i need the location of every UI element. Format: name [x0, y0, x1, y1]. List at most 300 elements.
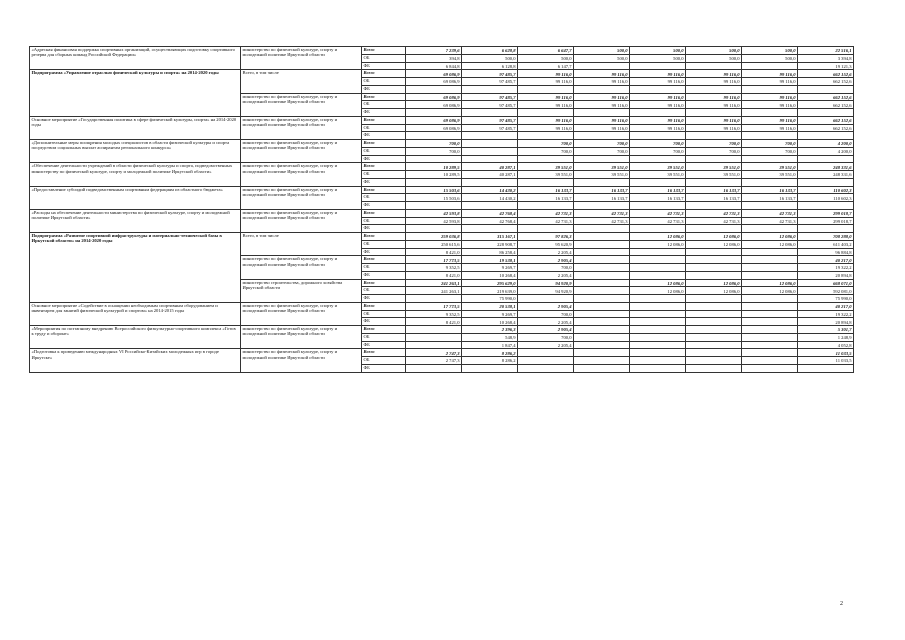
funding-source-cell: Всего — [362, 279, 406, 287]
executor-cell: министерство по физической культуре, спорту и молодежной политике Иркутской области — [241, 93, 362, 116]
year-value-cell — [630, 295, 686, 303]
year-value-cell: 16 133,7 — [574, 186, 630, 194]
year-value-cell: 700,0 — [518, 310, 574, 318]
year-value-cell: 500,0 — [742, 54, 798, 62]
total-value-cell: 40 217,0 — [798, 302, 854, 310]
year-value-cell — [742, 310, 798, 318]
year-value-cell: 97 485,7 — [462, 116, 518, 124]
year-value-cell: 39 551,0 — [518, 171, 574, 179]
year-value-cell: 39 551,0 — [518, 163, 574, 171]
year-value-cell — [518, 357, 574, 365]
activity-name-cell: «Предоставление субсидий подведомственным спортивным федерациям из областного бюджета» — [30, 186, 241, 209]
year-value-cell — [742, 364, 798, 372]
year-value-cell — [574, 318, 630, 326]
year-value-cell: 99 116,0 — [742, 78, 798, 86]
year-value-cell — [574, 357, 630, 365]
year-value-cell: 94 920,9 — [518, 287, 574, 295]
total-value-cell: 662 152,6 — [798, 101, 854, 109]
year-value-cell — [630, 326, 686, 334]
year-value-cell — [686, 132, 742, 140]
year-value-cell — [630, 132, 686, 140]
total-value-cell: 20 894,8 — [798, 271, 854, 279]
year-value-cell — [630, 341, 686, 349]
year-value-cell — [574, 109, 630, 117]
year-value-cell: 6 147,7 — [518, 62, 574, 70]
total-value-cell — [798, 364, 854, 372]
year-value-cell: 12 086,0 — [686, 279, 742, 287]
year-value-cell: 69 086,9 — [406, 93, 462, 101]
total-value-cell: 5 301,7 — [798, 326, 854, 334]
year-value-cell: 241 263,1 — [406, 279, 462, 287]
year-value-cell: 99 116,0 — [630, 70, 686, 78]
year-value-cell: 10 289,5 — [406, 163, 462, 171]
total-value-cell: 708 288,0 — [798, 233, 854, 241]
year-value-cell: 99 116,0 — [518, 93, 574, 101]
year-value-cell: 2 205,4 — [518, 341, 574, 349]
year-value-cell: 40 287,1 — [462, 163, 518, 171]
funding-source-cell: ФБ — [362, 341, 406, 349]
table-row — [30, 70, 854, 78]
funding-source-cell: ФБ — [362, 155, 406, 163]
year-value-cell: 9 352,5 — [406, 310, 462, 318]
total-value-cell: 592 081,0 — [798, 287, 854, 295]
year-value-cell — [630, 155, 686, 163]
year-value-cell: 97 485,7 — [462, 78, 518, 86]
year-value-cell: 500,0 — [630, 54, 686, 62]
year-value-cell — [742, 256, 798, 264]
year-value-cell: 12 086,0 — [630, 279, 686, 287]
year-value-cell: 99 116,0 — [574, 116, 630, 124]
year-value-cell: 12 086,0 — [686, 287, 742, 295]
year-value-cell: 99 116,0 — [686, 78, 742, 86]
year-value-cell: 394,8 — [406, 54, 462, 62]
funding-source-cell: ОБ — [362, 147, 406, 155]
total-value-cell: 40 217,0 — [798, 256, 854, 264]
total-value-cell: 75 990,0 — [798, 295, 854, 303]
year-value-cell — [742, 132, 798, 140]
year-value-cell: 2 747,3 — [406, 357, 462, 365]
year-value-cell: 42 731,3 — [742, 209, 798, 217]
year-value-cell: 700,0 — [742, 140, 798, 148]
funding-source-cell: ФБ — [362, 295, 406, 303]
year-value-cell: 10 289,5 — [406, 171, 462, 179]
total-value-cell: 4 200,0 — [798, 147, 854, 155]
activity-name-cell: Подпрограмма «Развитие спортивной инфраструктуры и материально-технической базы в Иркутской области» на 2014-2020 годы — [30, 233, 241, 303]
funding-source-cell: ОБ — [362, 310, 406, 318]
year-value-cell: 86 258,4 — [462, 248, 518, 256]
total-value-cell — [798, 109, 854, 117]
year-value-cell — [686, 271, 742, 279]
year-value-cell — [686, 310, 742, 318]
year-value-cell: 548,9 — [462, 333, 518, 341]
year-value-cell: 250 615,6 — [406, 240, 462, 248]
year-value-cell: 8 286,2 — [462, 357, 518, 365]
year-value-cell: 99 116,0 — [518, 116, 574, 124]
funding-source-cell: ОБ — [362, 287, 406, 295]
funding-source-cell: ОБ — [362, 124, 406, 132]
year-value-cell: 99 116,0 — [742, 124, 798, 132]
year-value-cell — [574, 326, 630, 334]
year-value-cell: 94 920,9 — [518, 279, 574, 287]
year-value-cell: 8 421,0 — [406, 248, 462, 256]
year-value-cell — [462, 147, 518, 155]
funding-source-cell: Всего — [362, 186, 406, 194]
total-value-cell — [798, 178, 854, 186]
activity-name-cell: «Подготовка к проведению международных VI Российско-Китайских молодежных игр в городе Иркутске» — [30, 349, 241, 372]
executor-cell: министерство по физической культуре, спорту и молодежной политике Иркутской области — [241, 140, 362, 163]
year-value-cell: 295 629,0 — [462, 279, 518, 287]
funding-source-cell: Всего — [362, 70, 406, 78]
year-value-cell: 12 086,0 — [742, 287, 798, 295]
year-value-cell: 99 116,0 — [630, 124, 686, 132]
total-value-cell: 248 331,6 — [798, 171, 854, 179]
year-value-cell — [630, 85, 686, 93]
total-value-cell: 4 200,0 — [798, 140, 854, 148]
year-value-cell: 6 844,8 — [406, 62, 462, 70]
year-value-cell — [462, 140, 518, 148]
year-value-cell — [686, 341, 742, 349]
year-value-cell: 500,0 — [686, 47, 742, 55]
year-value-cell — [406, 85, 462, 93]
year-value-cell — [574, 310, 630, 318]
total-value-cell: 662 152,6 — [798, 78, 854, 86]
year-value-cell — [686, 178, 742, 186]
funding-source-cell: ОБ — [362, 54, 406, 62]
total-value-cell — [798, 225, 854, 233]
year-value-cell — [406, 341, 462, 349]
year-value-cell: 2 905,4 — [518, 302, 574, 310]
year-value-cell — [406, 225, 462, 233]
activity-name-cell: «Дополнительные меры поощрения молодых специалистов в области физической культуры и спорта посредством социальных выплат аспирантам регионального конкурса» — [30, 140, 241, 163]
table-row — [30, 349, 854, 357]
funding-source-cell: Всего — [362, 256, 406, 264]
year-value-cell — [406, 295, 462, 303]
year-value-cell: 219 639,0 — [462, 287, 518, 295]
year-value-cell: 97 485,7 — [462, 101, 518, 109]
year-value-cell: 16 133,7 — [630, 186, 686, 194]
year-value-cell: 75 990,0 — [462, 295, 518, 303]
year-value-cell — [574, 248, 630, 256]
total-value-cell: 668 071,0 — [798, 279, 854, 287]
year-value-cell — [742, 295, 798, 303]
year-value-cell — [742, 225, 798, 233]
year-value-cell: 42 593,8 — [406, 209, 462, 217]
table-row — [30, 47, 854, 55]
year-value-cell: 17 773,5 — [406, 302, 462, 310]
year-value-cell: 2 396,3 — [462, 326, 518, 334]
year-value-cell — [574, 264, 630, 272]
year-value-cell — [406, 333, 462, 341]
year-value-cell: 12 086,0 — [742, 279, 798, 287]
funding-source-cell: Всего — [362, 302, 406, 310]
year-value-cell: 12 086,0 — [630, 287, 686, 295]
year-value-cell — [574, 256, 630, 264]
year-value-cell: 16 133,7 — [630, 194, 686, 202]
year-value-cell — [574, 225, 630, 233]
funding-source-cell: ОБ — [362, 333, 406, 341]
table-row — [30, 186, 854, 194]
funding-source-cell: ФБ — [362, 318, 406, 326]
year-value-cell — [686, 333, 742, 341]
year-value-cell — [742, 341, 798, 349]
total-value-cell — [798, 202, 854, 210]
year-value-cell — [518, 155, 574, 163]
year-value-cell: 241 263,1 — [406, 287, 462, 295]
year-value-cell: 500,0 — [686, 54, 742, 62]
year-value-cell: 69 086,9 — [406, 78, 462, 86]
table-row — [30, 302, 854, 310]
year-value-cell — [686, 364, 742, 372]
year-value-cell: 19 538,1 — [462, 256, 518, 264]
executor-cell: министерство строительства, дорожного хозяйства Иркутской области — [241, 279, 362, 302]
year-value-cell: 500,0 — [574, 47, 630, 55]
year-value-cell: 8 421,0 — [406, 271, 462, 279]
year-value-cell — [686, 109, 742, 117]
year-value-cell: 42 731,3 — [574, 217, 630, 225]
year-value-cell: 500,0 — [630, 47, 686, 55]
year-value-cell: 9 352,5 — [406, 264, 462, 272]
year-value-cell: 2 905,4 — [518, 326, 574, 334]
year-value-cell: 8 421,0 — [406, 318, 462, 326]
funding-source-cell: ОБ — [362, 194, 406, 202]
year-value-cell — [742, 302, 798, 310]
funding-source-cell: ФБ — [362, 248, 406, 256]
year-value-cell — [574, 233, 630, 241]
year-value-cell — [462, 178, 518, 186]
year-value-cell: 16 133,7 — [686, 194, 742, 202]
year-value-cell — [742, 349, 798, 357]
year-value-cell: 99 116,0 — [686, 124, 742, 132]
total-value-cell: 299 018,7 — [798, 217, 854, 225]
funding-source-cell: ОБ — [362, 78, 406, 86]
year-value-cell: 228 908,7 — [462, 240, 518, 248]
funding-source-cell: ФБ — [362, 364, 406, 372]
total-value-cell: 19 322,2 — [798, 310, 854, 318]
funding-source-cell: Всего — [362, 233, 406, 241]
executor-cell: министерство по физической культуре, спорту и молодежной политике Иркутской области — [241, 116, 362, 139]
funding-source-cell: ФБ — [362, 202, 406, 210]
year-value-cell — [742, 109, 798, 117]
year-value-cell: 500,0 — [742, 47, 798, 55]
year-value-cell: 99 116,0 — [518, 101, 574, 109]
total-value-cell: 110 602,3 — [798, 194, 854, 202]
year-value-cell: 700,0 — [630, 147, 686, 155]
year-value-cell: 17 773,5 — [406, 256, 462, 264]
year-value-cell — [686, 264, 742, 272]
year-value-cell: 10 268,4 — [462, 271, 518, 279]
year-value-cell — [630, 256, 686, 264]
year-value-cell: 39 551,0 — [742, 163, 798, 171]
year-value-cell — [630, 310, 686, 318]
year-value-cell: 259 036,8 — [406, 233, 462, 241]
year-value-cell: 42 731,3 — [518, 217, 574, 225]
year-value-cell: 9 269,7 — [462, 310, 518, 318]
year-value-cell — [406, 132, 462, 140]
year-value-cell: 700,0 — [406, 140, 462, 148]
activity-name-cell: «Мероприятия по поэтапному внедрению Всероссийского физкультурно-спортивного комплекса «Готов к труду и обороне» — [30, 326, 241, 349]
funding-source-cell: ФБ — [362, 62, 406, 70]
executor-cell: министерство по физической культуре, спорту и молодежной политике Иркутской области — [241, 326, 362, 349]
year-value-cell — [574, 333, 630, 341]
year-value-cell: 16 133,7 — [742, 194, 798, 202]
year-value-cell: 6 647,7 — [518, 47, 574, 55]
executor-cell: министерство по физической культуре, спорту и молодежной политике Иркутской области — [241, 47, 362, 70]
table-row — [30, 233, 854, 241]
executor-cell: министерство по физической культуре, спорту и молодежной политике Иркутской области — [241, 186, 362, 209]
year-value-cell — [686, 248, 742, 256]
year-value-cell — [462, 364, 518, 372]
total-value-cell: 611 403,2 — [798, 240, 854, 248]
year-value-cell: 16 133,7 — [686, 186, 742, 194]
year-value-cell — [462, 109, 518, 117]
year-value-cell: 700,0 — [574, 147, 630, 155]
year-value-cell: 42 731,3 — [686, 209, 742, 217]
funding-source-cell: ФБ — [362, 85, 406, 93]
total-value-cell: 96 884,8 — [798, 248, 854, 256]
year-value-cell: 700,0 — [630, 140, 686, 148]
year-value-cell — [686, 326, 742, 334]
year-value-cell — [630, 225, 686, 233]
year-value-cell: 95 620,9 — [518, 240, 574, 248]
budget-table-sheet — [29, 46, 853, 373]
total-value-cell: 20 894,8 — [798, 318, 854, 326]
year-value-cell — [574, 364, 630, 372]
year-value-cell: 39 551,0 — [686, 163, 742, 171]
year-value-cell: 700,0 — [742, 147, 798, 155]
year-value-cell: 2 205,4 — [518, 248, 574, 256]
year-value-cell: 700,0 — [518, 264, 574, 272]
funding-source-cell: ОБ — [362, 264, 406, 272]
funding-source-cell: ФБ — [362, 109, 406, 117]
year-value-cell: 6 628,8 — [462, 47, 518, 55]
page-number: 2 — [840, 601, 843, 607]
year-value-cell: 20 538,1 — [462, 302, 518, 310]
year-value-cell: 39 551,0 — [574, 171, 630, 179]
total-value-cell: 22 516,1 — [798, 47, 854, 55]
year-value-cell — [686, 357, 742, 365]
year-value-cell — [518, 202, 574, 210]
year-value-cell: 69 086,9 — [406, 101, 462, 109]
year-value-cell: 14 430,2 — [462, 186, 518, 194]
year-value-cell — [686, 349, 742, 357]
year-value-cell: 40 287,1 — [462, 171, 518, 179]
year-value-cell — [742, 326, 798, 334]
total-value-cell — [798, 85, 854, 93]
total-value-cell: 662 152,6 — [798, 70, 854, 78]
total-value-cell: 11 033,5 — [798, 357, 854, 365]
year-value-cell: 99 116,0 — [574, 93, 630, 101]
year-value-cell — [630, 357, 686, 365]
year-value-cell — [742, 85, 798, 93]
total-value-cell: 1 248,9 — [798, 333, 854, 341]
funding-source-cell: ФБ — [362, 225, 406, 233]
year-value-cell: 700,0 — [686, 147, 742, 155]
year-value-cell: 16 133,7 — [574, 194, 630, 202]
year-value-cell: 500,0 — [518, 54, 574, 62]
year-value-cell: 97 485,7 — [462, 124, 518, 132]
year-value-cell — [462, 155, 518, 163]
year-value-cell: 8 286,2 — [462, 349, 518, 357]
budget-table-body — [30, 47, 854, 373]
executor-cell: министерство по физической культуре, спорту и молодежной политике Иркутской области — [241, 349, 362, 372]
year-value-cell — [630, 109, 686, 117]
year-value-cell — [574, 178, 630, 186]
executor-cell: Всего, в том числе — [241, 233, 362, 256]
year-value-cell: 6 128,8 — [462, 62, 518, 70]
funding-source-cell: ОБ — [362, 357, 406, 365]
year-value-cell — [406, 109, 462, 117]
year-value-cell — [742, 357, 798, 365]
executor-cell: Всего, в том числе — [241, 70, 362, 93]
funding-source-cell: Всего — [362, 47, 406, 55]
year-value-cell: 2 747,3 — [406, 349, 462, 357]
year-value-cell: 97 826,3 — [518, 233, 574, 241]
year-value-cell: 99 116,0 — [518, 70, 574, 78]
year-value-cell: 42 768,4 — [462, 217, 518, 225]
year-value-cell: 700,0 — [406, 147, 462, 155]
funding-source-cell: ФБ — [362, 178, 406, 186]
year-value-cell: 99 116,0 — [686, 93, 742, 101]
year-value-cell — [630, 349, 686, 357]
activity-name-cell: «Адресная финансовая поддержка спортивных организаций, осуществляющих подготовку спортивного резерва для сборных команд Российской Федерации» — [30, 47, 241, 70]
funding-source-cell: ОБ — [362, 101, 406, 109]
year-value-cell — [574, 240, 630, 248]
table-row — [30, 116, 854, 124]
year-value-cell — [742, 333, 798, 341]
year-value-cell: 42 731,3 — [630, 217, 686, 225]
year-value-cell — [406, 202, 462, 210]
year-value-cell — [574, 85, 630, 93]
total-value-cell: 299 018,7 — [798, 209, 854, 217]
year-value-cell — [574, 341, 630, 349]
year-value-cell: 69 086,9 — [406, 124, 462, 132]
total-value-cell — [798, 155, 854, 163]
table-row — [30, 209, 854, 217]
year-value-cell: 2 205,4 — [518, 318, 574, 326]
year-value-cell — [518, 178, 574, 186]
year-value-cell: 700,0 — [518, 140, 574, 148]
year-value-cell: 16 133,7 — [518, 194, 574, 202]
year-value-cell: 69 086,9 — [406, 70, 462, 78]
total-value-cell: 4 052,8 — [798, 341, 854, 349]
funding-source-cell: Всего — [362, 349, 406, 357]
year-value-cell: 42 768,4 — [462, 209, 518, 217]
funding-source-cell: ОБ — [362, 217, 406, 225]
total-value-cell: 19 322,2 — [798, 264, 854, 272]
year-value-cell — [686, 202, 742, 210]
year-value-cell: 99 116,0 — [630, 93, 686, 101]
year-value-cell: 2 905,4 — [518, 256, 574, 264]
year-value-cell — [630, 271, 686, 279]
year-value-cell — [742, 62, 798, 70]
funding-source-cell: Всего — [362, 163, 406, 171]
year-value-cell: 9 269,7 — [462, 264, 518, 272]
total-value-cell: 3 394,8 — [798, 54, 854, 62]
activity-name-cell: Основное мероприятие «Государственная политика в сфере физической культуры, спорта» на 2014-2020 годы — [30, 116, 241, 139]
year-value-cell: 39 551,0 — [574, 163, 630, 171]
year-value-cell: 15 503,6 — [406, 186, 462, 194]
activity-name-cell: «Расходы на обеспечение деятельности министерства по физической культуре, спорту и молодежной политике Иркутской области» — [30, 209, 241, 232]
year-value-cell — [406, 326, 462, 334]
year-value-cell — [518, 349, 574, 357]
year-value-cell — [686, 85, 742, 93]
year-value-cell — [406, 178, 462, 186]
year-value-cell: 42 731,3 — [518, 209, 574, 217]
year-value-cell: 42 731,3 — [686, 217, 742, 225]
table-row — [30, 163, 854, 171]
year-value-cell: 10 268,4 — [462, 318, 518, 326]
year-value-cell — [574, 132, 630, 140]
